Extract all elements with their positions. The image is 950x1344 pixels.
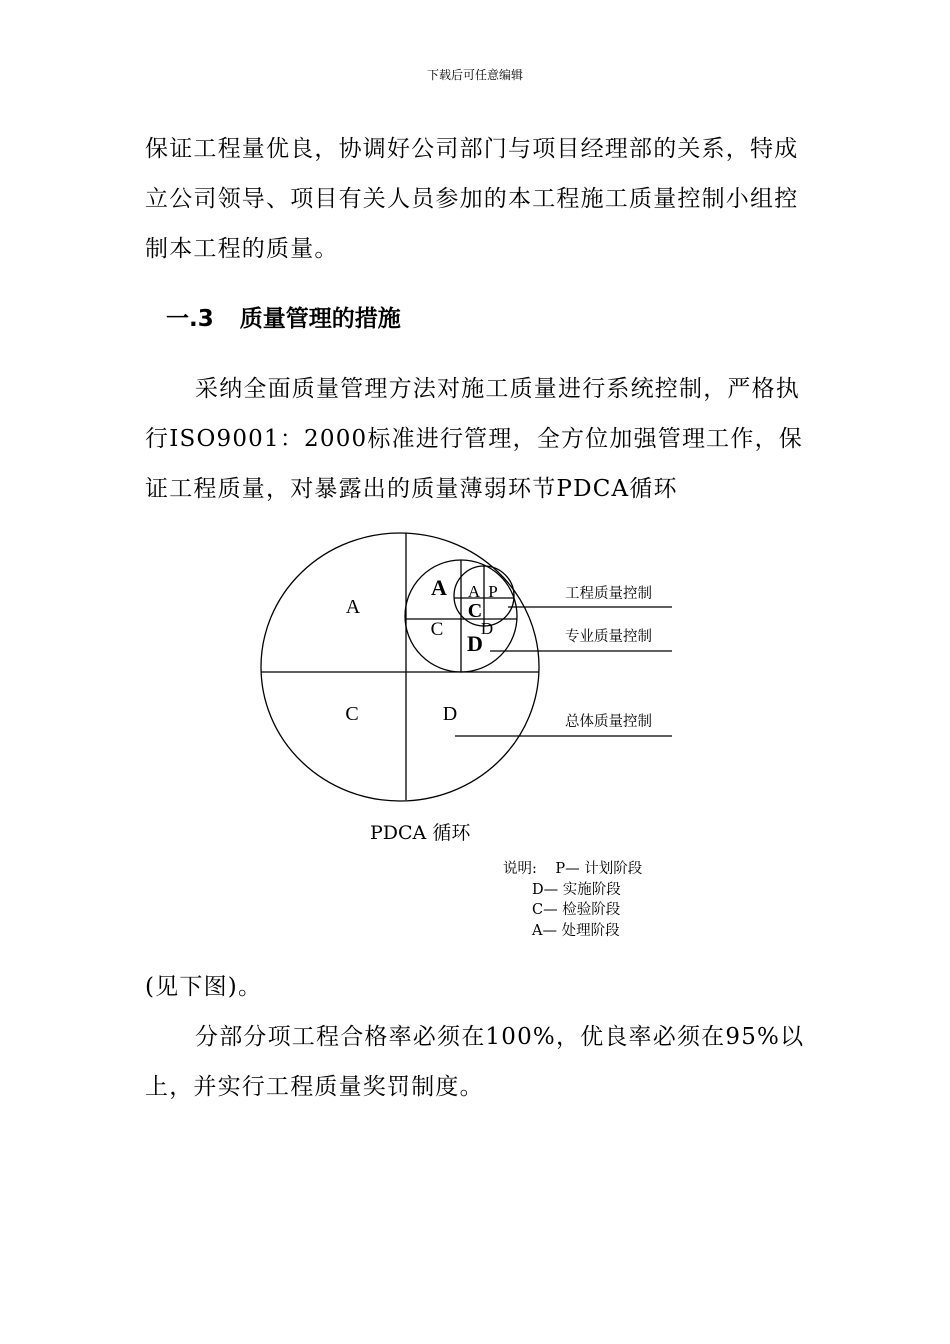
callout-overall-quality: 总体质量控制 (565, 714, 652, 730)
paragraph-4: 分部分项工程合格率必须在100%，优良率必须在95%以上，并实行工程质量奖罚制度。 (145, 1024, 805, 1100)
legend-title: 说明: (503, 861, 537, 877)
small-label-d: D (480, 619, 494, 638)
mid-label-a: A (431, 575, 447, 600)
section-title: 质量管理的措施 (239, 306, 401, 332)
callout-project-quality: 工程质量控制 (565, 586, 652, 602)
mid-label-c: C (430, 619, 444, 640)
big-label-c: C (345, 703, 359, 725)
diagram-caption: PDCA 循环 (370, 822, 471, 844)
mid-label-d: D (467, 631, 483, 656)
legend-item-a: A— 处理阶段 (532, 922, 620, 939)
big-label-a: A (345, 596, 361, 618)
legend-item-d: D— 实施阶段 (532, 881, 621, 898)
callout-professional-quality: 专业质量控制 (565, 629, 652, 645)
page-header: 下载后可任意编辑 (426, 68, 523, 82)
small-label-c: C (467, 600, 483, 622)
big-label-d: D (442, 703, 458, 725)
diagram-legend (503, 859, 642, 941)
legend-item-c: C— 检验阶段 (532, 902, 621, 918)
small-label-a: A (467, 582, 481, 601)
small-label-p: P (488, 582, 498, 601)
paragraph-3: (见下图)。 (145, 974, 263, 1000)
paragraph-1: 保证工程量优良，协调好公司部门与项目经理部的关系，特成立公司领导、项目有关人员参加的本工程施工质量控制小组控制本工程的质量。 (145, 136, 799, 262)
legend-row-p (503, 859, 642, 880)
legend-item-p: P— 计划阶段 (555, 861, 643, 877)
section-number: 一.3 (166, 306, 214, 332)
paragraph-2: 采纳全面质量管理方法对施工质量进行系统控制，严格执行ISO9001：2000标准进行管理，全方位加强管理工作，保证工程质量，对暴露出的质量薄弱环节PDCA循环 (145, 376, 803, 502)
